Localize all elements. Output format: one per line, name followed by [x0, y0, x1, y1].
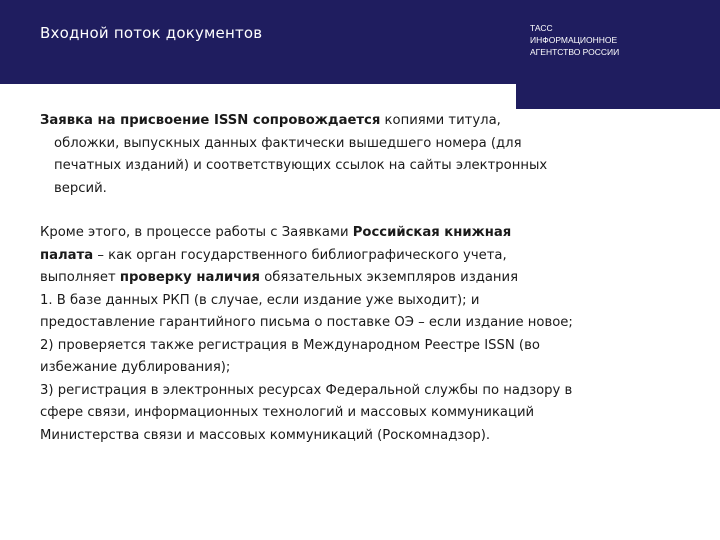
issn-application-paragraph — [40, 110, 690, 200]
para1-line-3: печатных изданий) и соответствующих ссылок на сайты электронных — [54, 158, 548, 173]
para2-l3-text: выполняет — [40, 270, 120, 285]
header-band-extension — [516, 84, 720, 109]
para1-line1-rest: копиями титула, — [380, 113, 501, 128]
para2-l3-bold: проверку наличия — [119, 270, 261, 285]
para1-line-2: обложки, выпускных данных фактически вышедшего номера (для — [54, 135, 522, 151]
para2-l2-bold: палата — [40, 247, 94, 263]
para2-line-2 — [40, 245, 690, 268]
para2-line-7: избежание дублирования); — [40, 360, 231, 375]
para2-line-6: 2) проверяется также регистрация в Международном Реестре ISSN (во — [40, 337, 540, 353]
para2-l3-rest: обязательных экземпляров издания — [260, 270, 519, 285]
slide-title: Входной поток документов — [40, 24, 263, 42]
para2-l1-bold: Российская книжная — [352, 225, 512, 240]
para2-line-4: 1. В базе данных РКП (в случае, если издание уже выходит); и — [40, 292, 480, 308]
para2-l1-text: Кроме этого, в процессе работы с Заявками — [40, 225, 353, 240]
para2-line-3 — [40, 267, 690, 290]
agency-logo-text — [530, 22, 710, 58]
para2-line-9: сфере связи, информационных технологий и массовых коммуникаций — [40, 405, 535, 420]
agency-line-2: ИНФОРМАЦИОННОЕ — [530, 35, 618, 45]
agency-line-1: ТАСС — [530, 23, 553, 33]
para2-line-1 — [40, 222, 690, 245]
slide-content — [40, 110, 690, 447]
book-chamber-paragraph — [40, 222, 690, 447]
para2-l2-text: – как орган государственного библиографического учета, — [93, 247, 507, 263]
bold-lead: Заявка на присвоение ISSN сопровождается — [40, 113, 381, 128]
agency-line-3: АГЕНТСТВО РОССИИ — [530, 47, 620, 57]
para2-line-10: Министерства связи и массовых коммуникаций (Роскомнадзор). — [40, 427, 491, 443]
para1-line-4: версий. — [54, 180, 107, 196]
para2-line-8: 3) регистрация в электронных ресурсах Федеральной службы по надзору в — [40, 382, 573, 398]
para1-line-1 — [40, 110, 690, 133]
para2-line-5: предоставление гарантийного письма о поставке ОЭ – если издание новое; — [40, 315, 573, 330]
